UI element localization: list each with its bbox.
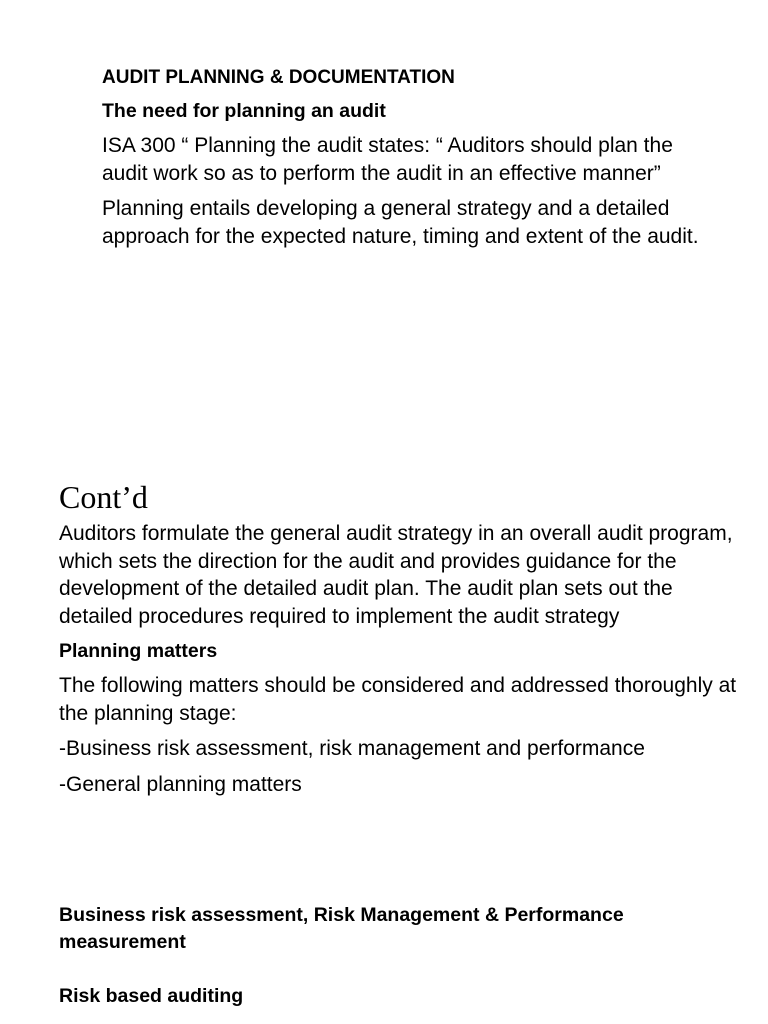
section-subtitle: The need for planning an audit <box>102 100 386 122</box>
list-item: -Business risk assessment, risk management and performance <box>59 737 645 760</box>
business-risk-heading: Business risk assessment, Risk Management & Performance measurement <box>59 904 624 953</box>
risk-based-auditing-heading: Risk based auditing <box>59 985 244 1007</box>
contd-heading: Cont’d <box>59 479 148 515</box>
list-item: -General planning matters <box>59 772 302 796</box>
planning-entails-paragraph: Planning entails developing a general strategy and a detailed approach for the expected nature, timing and extent of the audit. <box>102 197 699 248</box>
isa-300-paragraph: ISA 300 “ Planning the audit states: “ Auditors should plan the audit work so as to perform the audit in an effective manner” <box>102 134 673 185</box>
audit-strategy-paragraph: Auditors formulate the general audit strategy in an overall audit program, which sets the direction for the audit and provides guidance for the development of the detailed audit plan. The audit plan sets out the detailed procedures required to implement the audit strategy <box>59 522 733 628</box>
slide-section-business-risk <box>59 902 739 1017</box>
spacer <box>59 963 739 983</box>
planning-matters-paragraph: The following matters should be considered and addressed thoroughly at the planning stage: <box>59 674 737 725</box>
slide-section-audit-planning <box>102 64 702 258</box>
planning-matters-heading: Planning matters <box>59 640 218 662</box>
section-title: AUDIT PLANNING & DOCUMENTATION <box>102 67 455 88</box>
slide-section-contd <box>59 478 739 806</box>
